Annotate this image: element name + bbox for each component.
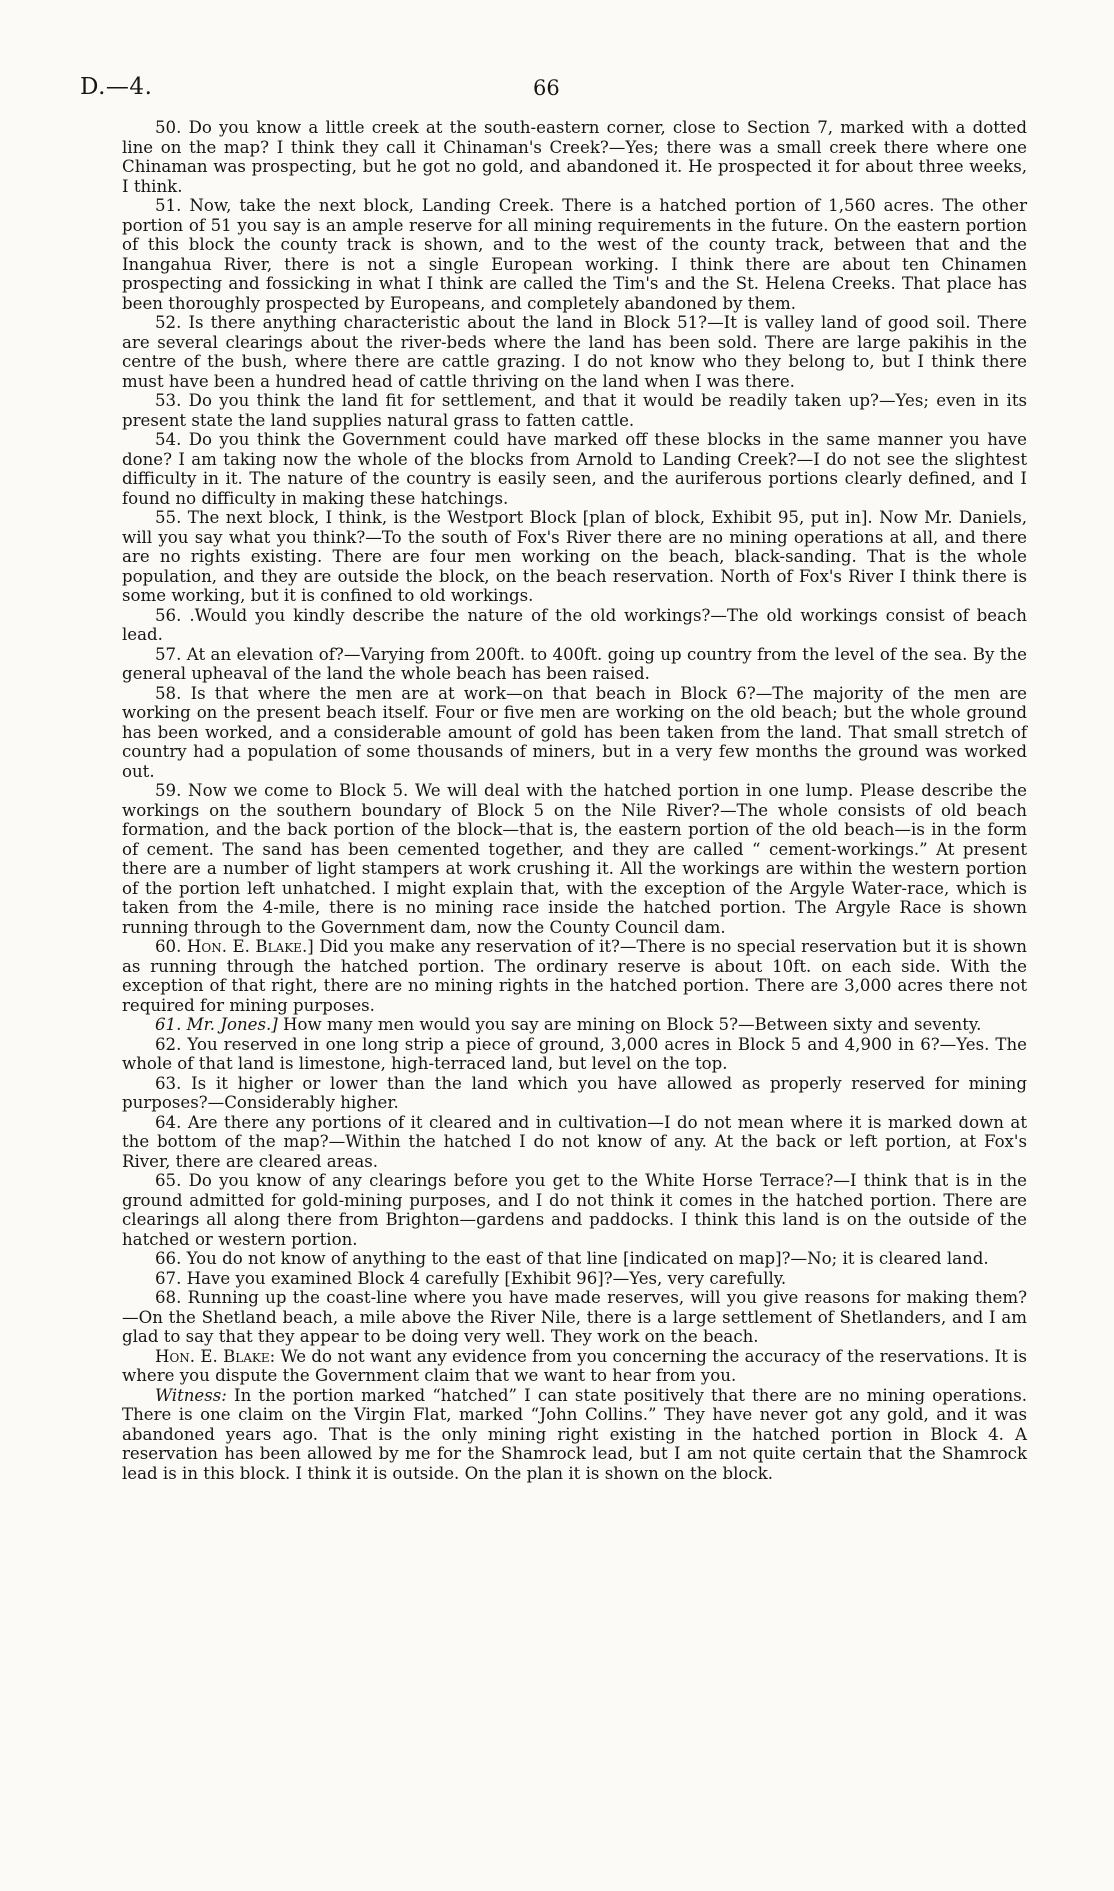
paragraph-text: 62. You reserved in one long strip a piece of ground, 3,000 acres in Block 5 and 4,900 in 6?—Yes. The whole of that land is limestone, high-terraced land, but level on the top.	[122, 1034, 1027, 1073]
paragraph	[122, 1015, 1027, 1035]
paragraph-text: How many men would you say are mining on Block 5?—Between sixty and seventy.	[277, 1015, 982, 1034]
paragraph	[122, 391, 1027, 430]
paragraph	[122, 1288, 1027, 1347]
paragraph-text: 65. Do you know of any clearings before you get to the White Horse Terrace?—I think that is in the ground admitted for gold-mining purposes, and I do not think it comes in the hatched portion. There are clearings all along there from Brighton—gardens and paddocks. I think this land is on the outside of the hatched or western portion.	[122, 1171, 1027, 1249]
paragraph	[122, 937, 1027, 1015]
paragraph	[122, 1249, 1027, 1269]
paragraph-text: 54. Do you think the Government could have marked off these blocks in the same manner you have done? I am taking now the whole of the blocks from Arnold to Landing Creek?—I do not see the slightest difficulty in it. The nature of the country is easily seen, and the auriferous portions clearly defined, and I found no difficulty in making these hatchings.	[122, 430, 1027, 508]
paragraph-text: 59. Now we come to Block 5. We will deal with the hatched portion in one lump. Please describe the workings on the southern boundary of Block 5 on the Nile River?—The whole consists of old beach formation, and the back portion of the block—that is, the eastern portion of the old beach—is in the form of cement. The sand has been cemented together, and they are called “ cement-workings.” At present there are a number of light stampers at work crushing it. All the workings are within the western portion of the portion left unhatched. I might explain that, with the exception of the Argyle Water-race, which is taken from the 4-mile, there is no mining race inside the hatched portion. The Argyle Race is shown running through to the Government dam, now the County Council dam.	[122, 781, 1027, 937]
paragraph-text: Did you make any reservation of it?—There is no special reservation but it is shown as running through the hatched portion. The ordinary reserve is about 10ft. on each side. With the exception of that right, there are no mining rights in the hatched portion. There are 3,000 acres there not required for mining purposes.	[122, 937, 1027, 1015]
paragraph-text: 63. Is it higher or lower than the land which you have allowed as properly reserved for mining purposes?—Considerably higher.	[122, 1073, 1027, 1112]
paragraph	[122, 1269, 1027, 1289]
paragraph-text: 50. Do you know a little creek at the south-eastern corner, close to Section 7, marked with a dotted line on the map? I think they call it Chinaman's Creek?—Yes; there was a small creek there where one Chinaman was prospecting, but he got no gold, and abandoned it. He prospected it for about three weeks, I think.	[122, 118, 1027, 196]
paragraph	[122, 1074, 1027, 1113]
paragraph-text: 56. .Would you kindly describe the nature of the old workings?—The old workings consist of beach lead.	[122, 605, 1027, 644]
paragraph-text: 68. Running up the coast-line where you have made reserves, will you give reasons for making them?—On the Shetland beach, a mile above the River Nile, there is a large settlement of Shetlanders, and I am glad to say that they appear to be doing very well. They work on the beach.	[122, 1288, 1027, 1346]
paragraph-text: We do not want any evidence from you concerning the accuracy of the reservations. It is where you dispute the Government claim that we want to hear from you.	[122, 1346, 1027, 1385]
paragraph	[122, 781, 1027, 937]
paragraph-text: 64. Are there any portions of it cleared and in cultivation—I do not mean where it is marked down at the bottom of the map?—Within the hatched I do not know of any. At the back or left portion, at Fox's River, there are cleared areas.	[122, 1112, 1027, 1171]
paragraph	[122, 313, 1027, 391]
paragraph	[122, 645, 1027, 684]
paragraph	[122, 118, 1027, 196]
speaker-label: Hon. E. Blake:	[155, 1346, 276, 1366]
speaker-label: 60. Hon. E. Blake.]	[155, 937, 314, 956]
document-body	[122, 118, 1027, 1483]
paragraph-text: 52. Is there anything characteristic about the land in Block 51?—It is valley land of good soil. There are several clearings about the river-beds where the land has been sold. There are large pakihis in the centre of the bush, where there are cattle grazing. I do not know who they belong to, but I think there must have been a hundred head of cattle thriving on the land when I was there.	[122, 313, 1027, 391]
paragraph	[122, 684, 1027, 782]
paragraph-text: 66. You do not know of anything to the east of that line [indicated on map]?—No; it is cleared land.	[155, 1249, 989, 1268]
paragraph	[122, 606, 1027, 645]
paragraph	[122, 1035, 1027, 1074]
paragraph	[122, 1171, 1027, 1249]
paragraph-text: 57. At an elevation of?—Varying from 200ft. to 400ft. going up country from the level of the sea. By the general upheaval of the land the whole beach has been raised.	[122, 644, 1027, 683]
paragraph	[122, 1347, 1027, 1386]
paragraph	[122, 196, 1027, 313]
speaker-label: 61. Mr. Jones.]	[155, 1015, 278, 1034]
paragraph-text: 67. Have you examined Block 4 carefully [Exhibit 96]?—Yes, very carefully.	[155, 1268, 787, 1288]
speaker-label: Witness:	[155, 1385, 227, 1405]
paragraph-text: 53. Do you think the land fit for settlement, and that it would be readily taken up?—Yes; even in its present state the land supplies natural grass to fatten cattle.	[122, 391, 1027, 430]
paragraph	[122, 430, 1027, 508]
paragraph	[122, 508, 1027, 606]
page-number: 66	[533, 76, 560, 100]
paragraph-text: In the portion marked “hatched” I can state positively that there are no mining operations. There is one claim on the Virgin Flat, marked “John Collins.” They have never got any gold, and it was abandoned years ago. That is the only mining right existing in the hatched portion in Block 4. A reservation has been allowed by me for the Shamrock lead, but I am not quite certain that the Shamrock lead is in this block. I think it is outside. On the plan it is shown on the block.	[122, 1385, 1027, 1483]
paragraph-text: 51. Now, take the next block, Landing Creek. There is a hatched portion of 1,560 acres. The other portion of 51 you say is an ample reserve for all mining requirements in the future. On the eastern portion of this block the county track is shown, and to the west of the county track, between that and the Inangahua River, there is not a single European working. I think there are about ten Chinamen prospecting and fossicking in what I think are called the Tim's and the St. Helena Creeks. That place has been thoroughly prospected by Europeans, and completely abandoned by them.	[122, 196, 1027, 313]
paragraph-text: 55. The next block, I think, is the Westport Block [plan of block, Exhibit 95, put in]. Now Mr. Daniels, will you say what you think?—To the south of Fox's River there are no mining operations at all, and there are no rights existing. There are four men working on the beach, black-sanding. That is the whole population, and they are outside the block, on the beach reservation. North of Fox's River I think there is some working, but it is confined to old workings.	[122, 508, 1027, 605]
paragraph	[122, 1113, 1027, 1172]
document-reference: D.—4.	[80, 74, 153, 100]
paragraph-text: 58. Is that where the men are at work—on that beach in Block 6?—The majority of the men are working on the present beach itself. Four or five men are working on the old beach; but the whole ground has been worked, and a considerable amount of gold has been taken from the land. That small stretch of country had a population of some thousands of miners, but in a very few months the ground was worked out.	[122, 683, 1027, 781]
paragraph	[122, 1386, 1027, 1484]
